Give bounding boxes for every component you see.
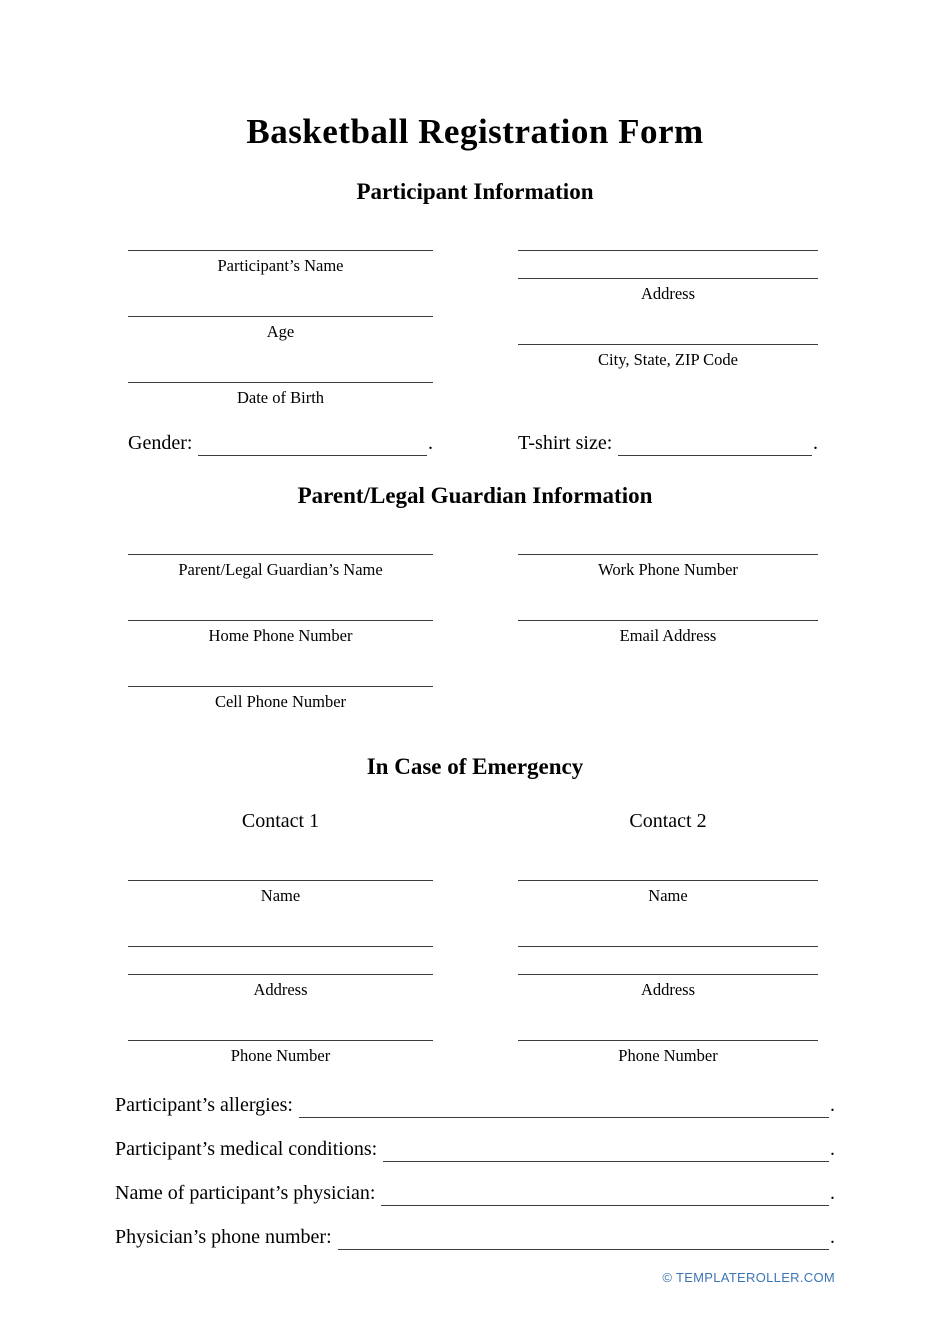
- physician-phone-period: .: [830, 1226, 835, 1248]
- contact-2-address-label: Address: [640, 980, 696, 999]
- participant-dob-label: Date of Birth: [236, 388, 325, 407]
- form-title: Basketball Registration Form: [246, 112, 704, 151]
- participant-address-line-1[interactable]: [518, 225, 818, 251]
- participant-city-line[interactable]: [518, 319, 818, 345]
- contact-2-name-line[interactable]: [518, 855, 818, 881]
- allergies-field: [115, 1093, 835, 1118]
- participant-left-column: [128, 225, 433, 423]
- medical-conditions-label: Participant’s medical conditions:: [115, 1138, 378, 1160]
- physician-name-period: .: [830, 1182, 835, 1204]
- participant-address-line-2[interactable]: [518, 251, 818, 279]
- contact-1-name-label: Name: [260, 886, 301, 905]
- guardian-name-field: [128, 529, 433, 580]
- contact-2-title: Contact 2: [629, 810, 707, 832]
- participant-dob-field: [128, 357, 433, 408]
- contact-2-name-label: Name: [648, 886, 688, 905]
- contact-1-phone-line[interactable]: [128, 1015, 433, 1041]
- copyright-symbol: ©: [662, 1270, 673, 1285]
- participant-name-line[interactable]: [128, 225, 433, 251]
- footer: [662, 1270, 835, 1285]
- gender-field: [128, 431, 433, 456]
- tshirt-size-period: .: [813, 432, 818, 454]
- contact-1-address-field: [128, 921, 433, 1000]
- section-heading-emergency: In Case of Emergency: [366, 754, 584, 779]
- contact-1-phone-field: [128, 1015, 433, 1066]
- section-heading-guardian: Parent/Legal Guardian Information: [297, 483, 653, 508]
- guardian-cell-phone-label: Cell Phone Number: [214, 692, 347, 711]
- participant-city-label: City, State, ZIP Code: [598, 350, 738, 369]
- guardian-name-label: Parent/Legal Guardian’s Name: [178, 560, 383, 579]
- medical-conditions-period: .: [830, 1138, 835, 1160]
- emergency-columns: [115, 810, 835, 1081]
- medical-conditions-line[interactable]: [383, 1159, 829, 1162]
- guardian-email-field: [518, 595, 818, 646]
- contact-1-name-line[interactable]: [128, 855, 433, 881]
- guardian-columns: [115, 529, 835, 727]
- allergies-label: Participant’s allergies:: [115, 1094, 293, 1116]
- contact-2-address-line-2[interactable]: [518, 947, 818, 975]
- guardian-cell-phone-line[interactable]: [128, 661, 433, 687]
- guardian-right-column: [518, 529, 818, 727]
- contact-2-name-field: [518, 855, 818, 906]
- physician-name-field: [115, 1181, 835, 1206]
- guardian-email-line[interactable]: [518, 595, 818, 621]
- physician-phone-line[interactable]: [338, 1247, 829, 1250]
- physician-phone-label: Physician’s phone number:: [115, 1226, 332, 1248]
- contact-2-phone-field: [518, 1015, 818, 1066]
- guardian-work-phone-line[interactable]: [518, 529, 818, 555]
- contact-1-address-label: Address: [253, 980, 308, 999]
- guardian-home-phone-field: [128, 595, 433, 646]
- participant-age-label: Age: [266, 322, 295, 341]
- contact-1-address-line-2[interactable]: [128, 947, 433, 975]
- guardian-work-phone-label: Work Phone Number: [598, 560, 738, 579]
- participant-address-field: [518, 225, 818, 304]
- emergency-contact-2-column: [518, 810, 818, 1081]
- participant-name-field: [128, 225, 433, 276]
- tshirt-size-line[interactable]: [618, 453, 812, 456]
- participant-address-label: Address: [640, 284, 696, 303]
- contact-1-title: Contact 1: [241, 810, 320, 832]
- emergency-contact-1-column: [128, 810, 433, 1081]
- participant-age-line[interactable]: [128, 291, 433, 317]
- participant-dob-line[interactable]: [128, 357, 433, 383]
- participant-city-field: [518, 319, 818, 370]
- guardian-work-phone-field: [518, 529, 818, 580]
- participant-columns: [115, 225, 835, 423]
- medical-section: [115, 1093, 835, 1250]
- guardian-home-phone-label: Home Phone Number: [208, 626, 353, 645]
- gender-label: Gender:: [128, 432, 193, 454]
- medical-conditions-field: [115, 1137, 835, 1162]
- contact-1-name-field: [128, 855, 433, 906]
- contact-1-address-line-1[interactable]: [128, 921, 433, 947]
- contact-2-phone-label: Phone Number: [618, 1046, 718, 1065]
- tshirt-size-label: T-shirt size:: [518, 432, 613, 454]
- physician-name-line[interactable]: [381, 1203, 829, 1206]
- guardian-email-label: Email Address: [619, 626, 717, 645]
- physician-name-label: Name of participant’s physician:: [115, 1182, 376, 1204]
- contact-1-phone-label: Phone Number: [230, 1046, 331, 1065]
- participant-right-column: [518, 225, 818, 423]
- guardian-cell-phone-field: [128, 661, 433, 712]
- gender-period: .: [428, 432, 433, 454]
- contact-2-address-line-1[interactable]: [518, 921, 818, 947]
- tshirt-size-field: [518, 431, 818, 456]
- allergies-line[interactable]: [299, 1115, 829, 1118]
- physician-phone-field: [115, 1225, 835, 1250]
- contact-2-phone-line[interactable]: [518, 1015, 818, 1041]
- gender-line[interactable]: [198, 453, 427, 456]
- guardian-home-phone-line[interactable]: [128, 595, 433, 621]
- guardian-name-line[interactable]: [128, 529, 433, 555]
- section-heading-participant: Participant Information: [356, 179, 594, 204]
- contact-2-address-field: [518, 921, 818, 1000]
- gender-tshirt-row: [115, 431, 835, 456]
- allergies-period: .: [830, 1094, 835, 1116]
- participant-name-label: Participant’s Name: [217, 256, 344, 275]
- templateroller-link[interactable]: TEMPLATEROLLER.COM: [675, 1270, 835, 1285]
- guardian-left-column: [128, 529, 433, 727]
- participant-age-field: [128, 291, 433, 342]
